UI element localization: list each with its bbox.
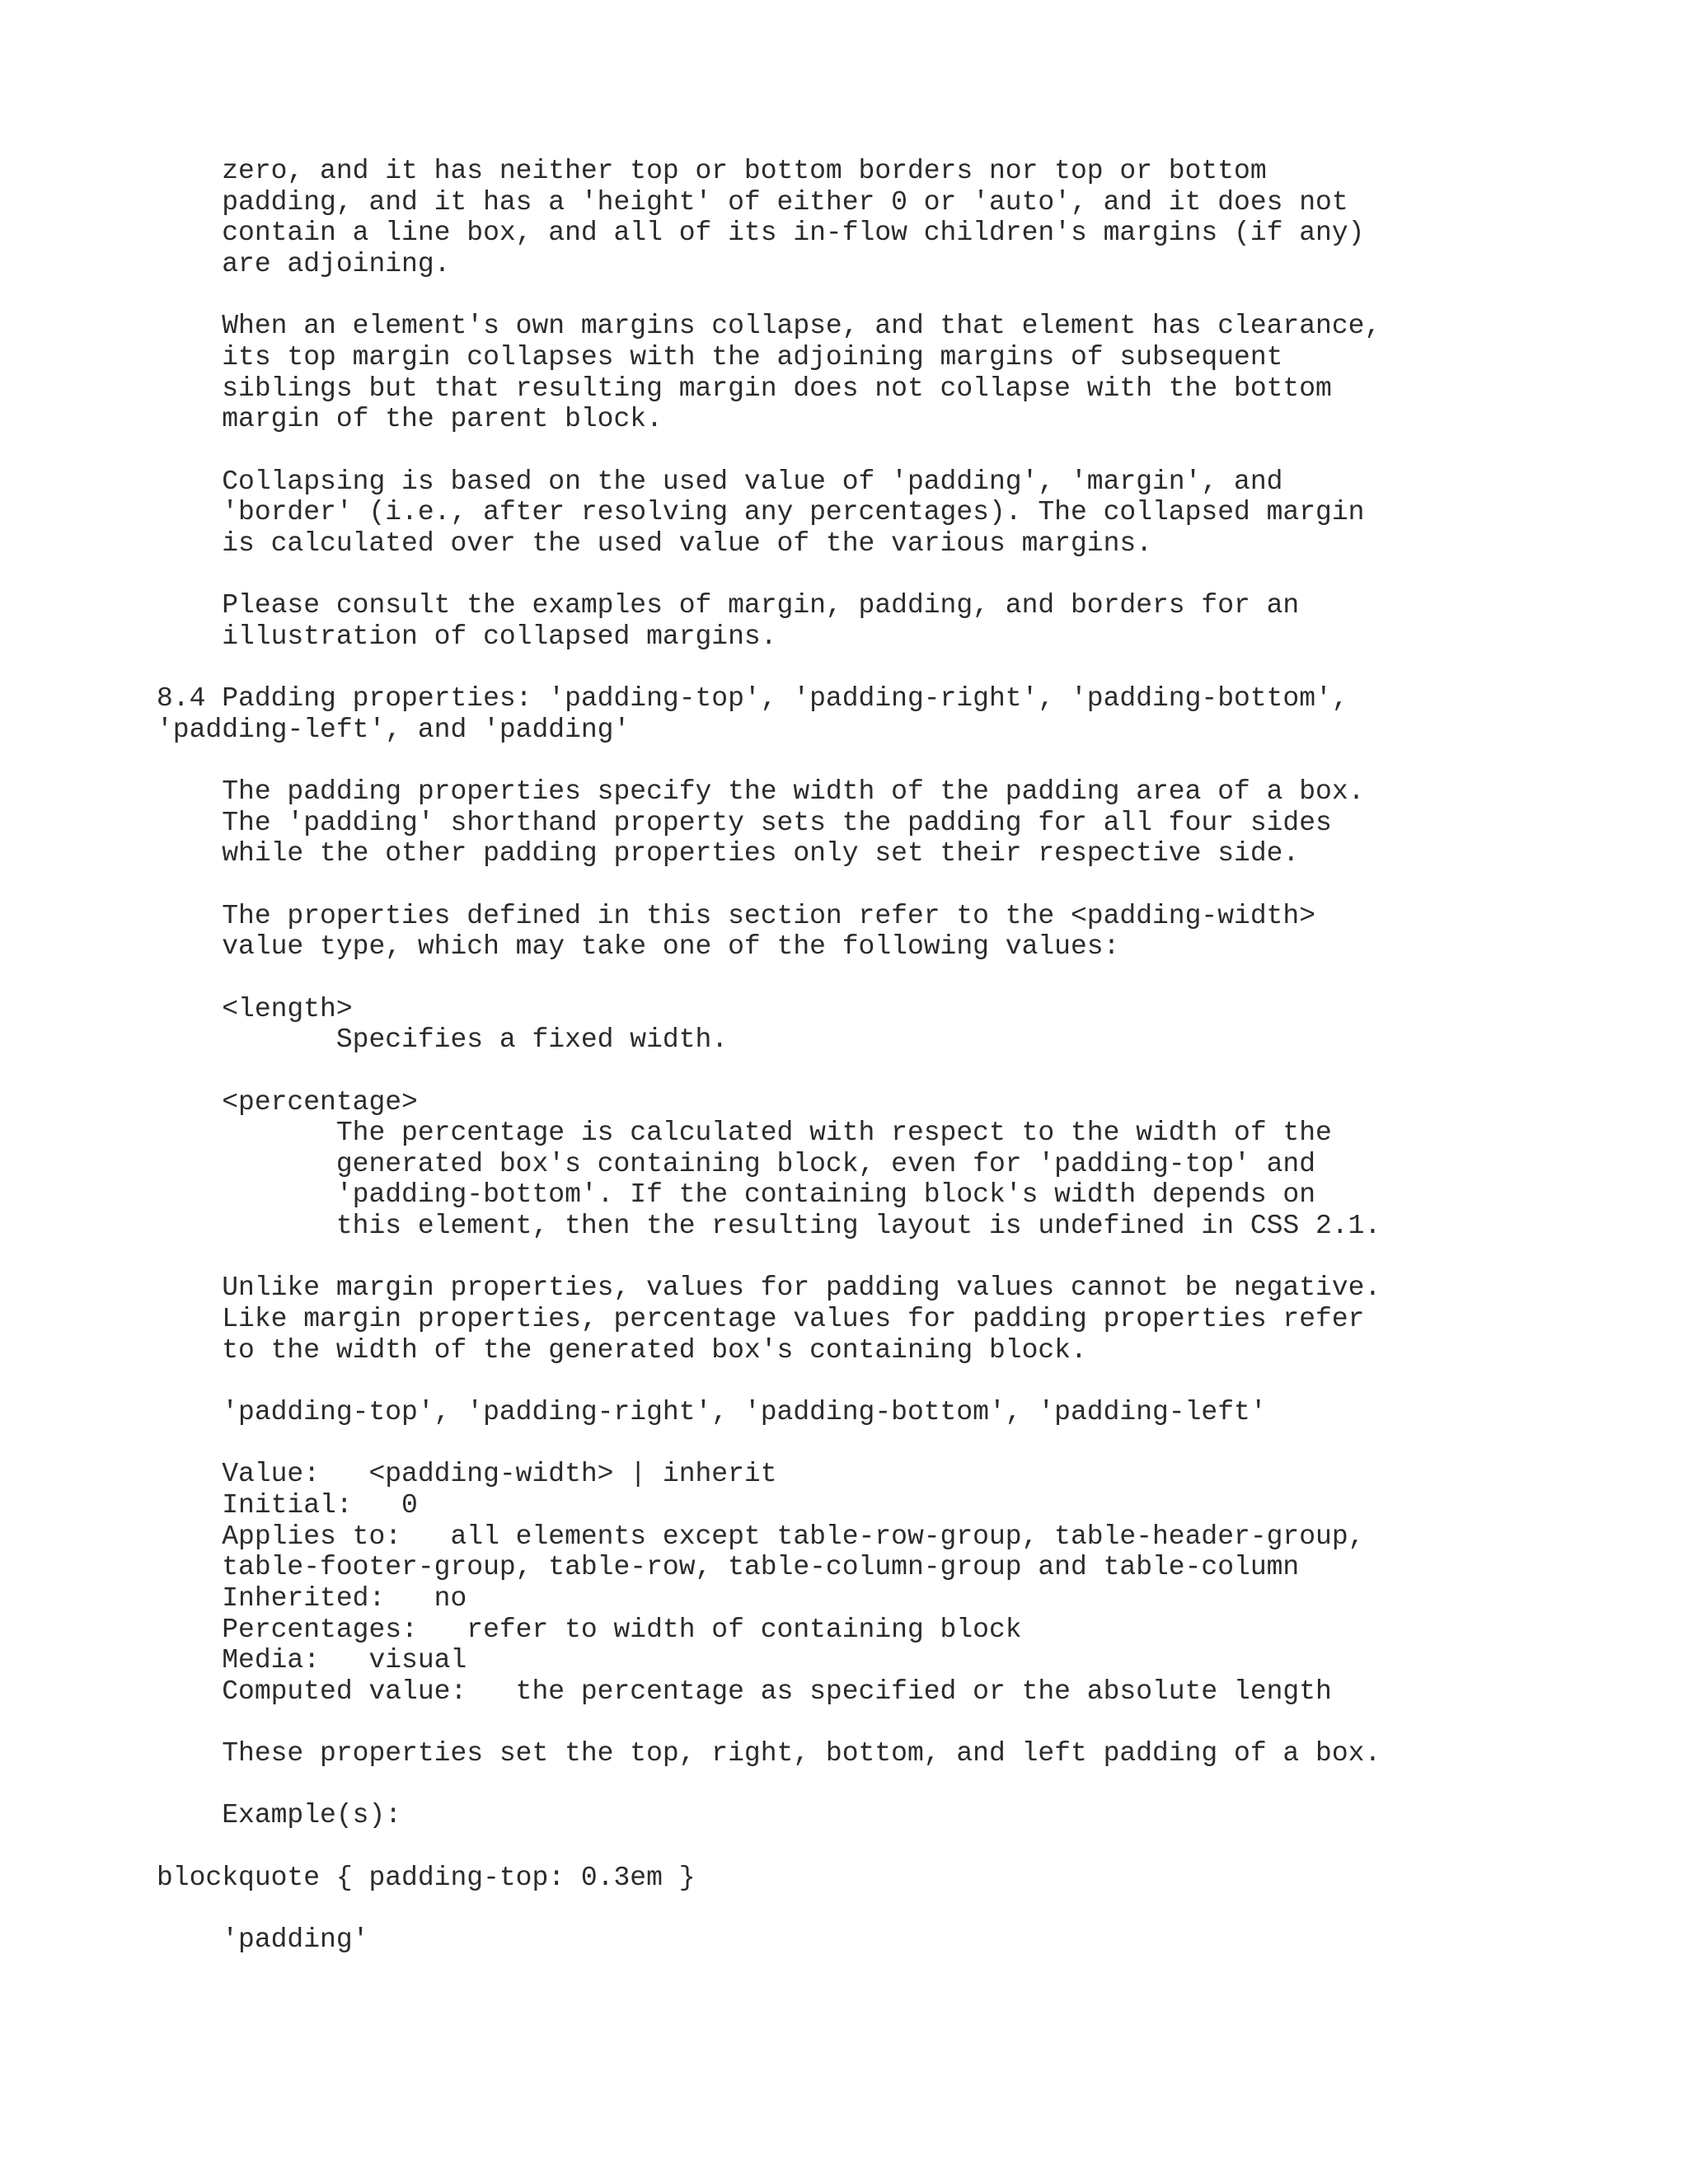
text-line: The 'padding' shorthand property sets the padding for all four sides [157, 808, 1332, 838]
text-line: while the other padding properties only set their respective side. [157, 838, 1300, 869]
text-line: is calculated over the used value of the various margins. [157, 528, 1152, 559]
text-line: are adjoining. [157, 249, 451, 279]
text-line: generated box's containing block, even for 'padding-top' and [157, 1149, 1316, 1179]
text-line: table-footer-group, table-row, table-column-group and table-column [157, 1552, 1300, 1582]
text-line: this element, then the resulting layout is undefined in CSS 2.1. [157, 1211, 1381, 1241]
text-line: Media: visual [157, 1645, 467, 1675]
text-line: Inherited: no [157, 1583, 467, 1614]
text-line: 'padding-bottom'. If the containing block's width depends on [157, 1179, 1316, 1210]
text-line: Computed value: the percentage as specified or the absolute length [157, 1676, 1332, 1707]
text-line: its top margin collapses with the adjoining margins of subsequent [157, 342, 1283, 373]
text-line: Please consult the examples of margin, padding, and borders for an [157, 590, 1300, 621]
text-line: <length> [157, 994, 353, 1024]
text-line: Like margin properties, percentage values for padding properties refer [157, 1304, 1365, 1334]
text-line: The padding properties specify the width of the padding area of a box. [157, 776, 1365, 807]
text-line: 8.4 Padding properties: 'padding-top', 'padding-right', 'padding-bottom', [157, 683, 1348, 714]
text-line: value type, which may take one of the following values: [157, 931, 1120, 962]
text-line: contain a line box, and all of its in-flow children's margins (if any) [157, 218, 1365, 248]
text-line: to the width of the generated box's containing block. [157, 1335, 1087, 1366]
text-line: zero, and it has neither top or bottom borders nor top or bottom [157, 156, 1267, 186]
text-line: 'padding' [157, 1924, 369, 1955]
text-line: When an element's own margins collapse, and that element has clearance, [157, 311, 1381, 341]
text-line: Collapsing is based on the used value of 'padding', 'margin', and [157, 466, 1283, 497]
text-line: 'border' (i.e., after resolving any percentages). The collapsed margin [157, 497, 1365, 527]
text-line: siblings but that resulting margin does not collapse with the bottom [157, 373, 1332, 404]
text-line: blockquote { padding-top: 0.3em } [157, 1863, 696, 1893]
text-line: Percentages: refer to width of containing block [157, 1615, 1022, 1645]
text-line: Example(s): [157, 1800, 402, 1830]
text-line: Initial: 0 [157, 1490, 418, 1521]
text-line: <percentage> [157, 1087, 418, 1118]
text-line: padding, and it has a 'height' of either 0 or 'auto', and it does not [157, 187, 1348, 218]
text-line: 'padding-left', and 'padding' [157, 715, 631, 745]
text-line: margin of the parent block. [157, 404, 663, 434]
text-line: 'padding-top', 'padding-right', 'padding-bottom', 'padding-left' [157, 1397, 1267, 1427]
text-line: The percentage is calculated with respect to the width of the [157, 1118, 1332, 1148]
text-line: The properties defined in this section refer to the <padding-width> [157, 901, 1316, 931]
text-line: Specifies a fixed width. [157, 1024, 729, 1055]
text-line: illustration of collapsed margins. [157, 621, 777, 652]
text-line: Applies to: all elements except table-row-group, table-header-group, [157, 1521, 1365, 1552]
text-line: Unlike margin properties, values for padding values cannot be negative. [157, 1272, 1381, 1303]
text-line: These properties set the top, right, bottom, and left padding of a box. [157, 1738, 1381, 1769]
text-line: Value: <padding-width> | inherit [157, 1459, 777, 1489]
